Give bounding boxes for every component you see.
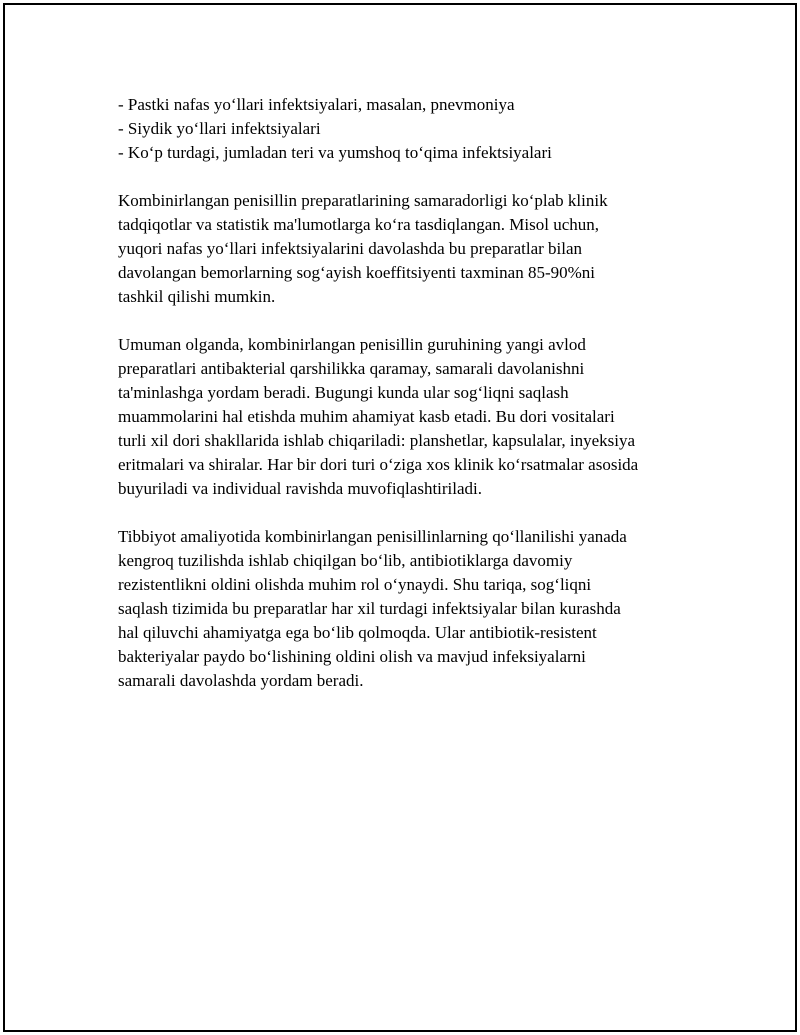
text-line: yuqori nafas yo‘llari infektsiyalarini davolashda bu preparatlar bilan [118,239,583,258]
text-line: muammolarini hal etishda muhim ahamiyat kasb etadi. Bu dori vositalari [118,407,615,426]
paragraph-overview [118,333,698,501]
text-line: eritmalari va shiralar. Har bir dori turi o‘ziga xos klinik ko‘rsatmalar asosida [118,455,639,474]
text-line: ta'minlashga yordam beradi. Bugungi kunda ular sog‘liqni saqlash [118,383,569,402]
text-line: kengroq tuzilishda ishlab chiqilgan bo‘lib, antibiotiklarga davomiy [118,551,573,570]
bullet-list [118,93,698,165]
text-line: tashkil qilishi mumkin. [118,287,276,306]
text-line: hal qiluvchi ahamiyatga ega bo‘lib qolmoqda. Ular antibiotik-resistent [118,623,597,642]
document-body [118,93,698,717]
list-item: - Siydik yo‘llari infektsiyalari [118,119,321,138]
text-line: samarali davolashda yordam beradi. [118,671,364,690]
text-line: davolangan bemorlarning sog‘ayish koeffitsiyenti taxminan 85-90%ni [118,263,595,282]
text-line: Tibbiyot amaliyotida kombinirlangan penisillinlarning qo‘llanilishi yanada [118,527,627,546]
list-item: - Ko‘p turdagi, jumladan teri va yumshoq to‘qima infektsiyalari [118,143,552,162]
text-line: Umuman olganda, kombinirlangan penisillin guruhining yangi avlod [118,335,586,354]
text-line: saqlash tizimida bu preparatlar har xil turdagi infektsiyalar bilan kurashda [118,599,621,618]
text-line: tadqiqotlar va statistik ma'lumotlarga ko‘ra tasdiqlangan. Misol uchun, [118,215,600,234]
list-item: - Pastki nafas yo‘llari infektsiyalari, masalan, pnevmoniya [118,95,515,114]
text-line: bakteriyalar paydo bo‘lishining oldini olish va mavjud infeksiyalarni [118,647,586,666]
text-line: Kombinirlangan penisillin preparatlarining samaradorligi ko‘plab klinik [118,191,608,210]
text-line: preparatlari antibakterial qarshilikka qaramay, samarali davolanishni [118,359,585,378]
text-line: buyuriladi va individual ravishda muvofiqlashtiriladi. [118,479,483,498]
paragraph-practice [118,525,698,693]
text-line: rezistentlikni oldini olishda muhim rol o‘ynaydi. Shu tariqa, sog‘liqni [118,575,592,594]
paragraph-efficacy [118,189,698,309]
text-line: turli xil dori shakllarida ishlab chiqariladi: planshetlar, kapsulalar, inyeksiya [118,431,635,450]
